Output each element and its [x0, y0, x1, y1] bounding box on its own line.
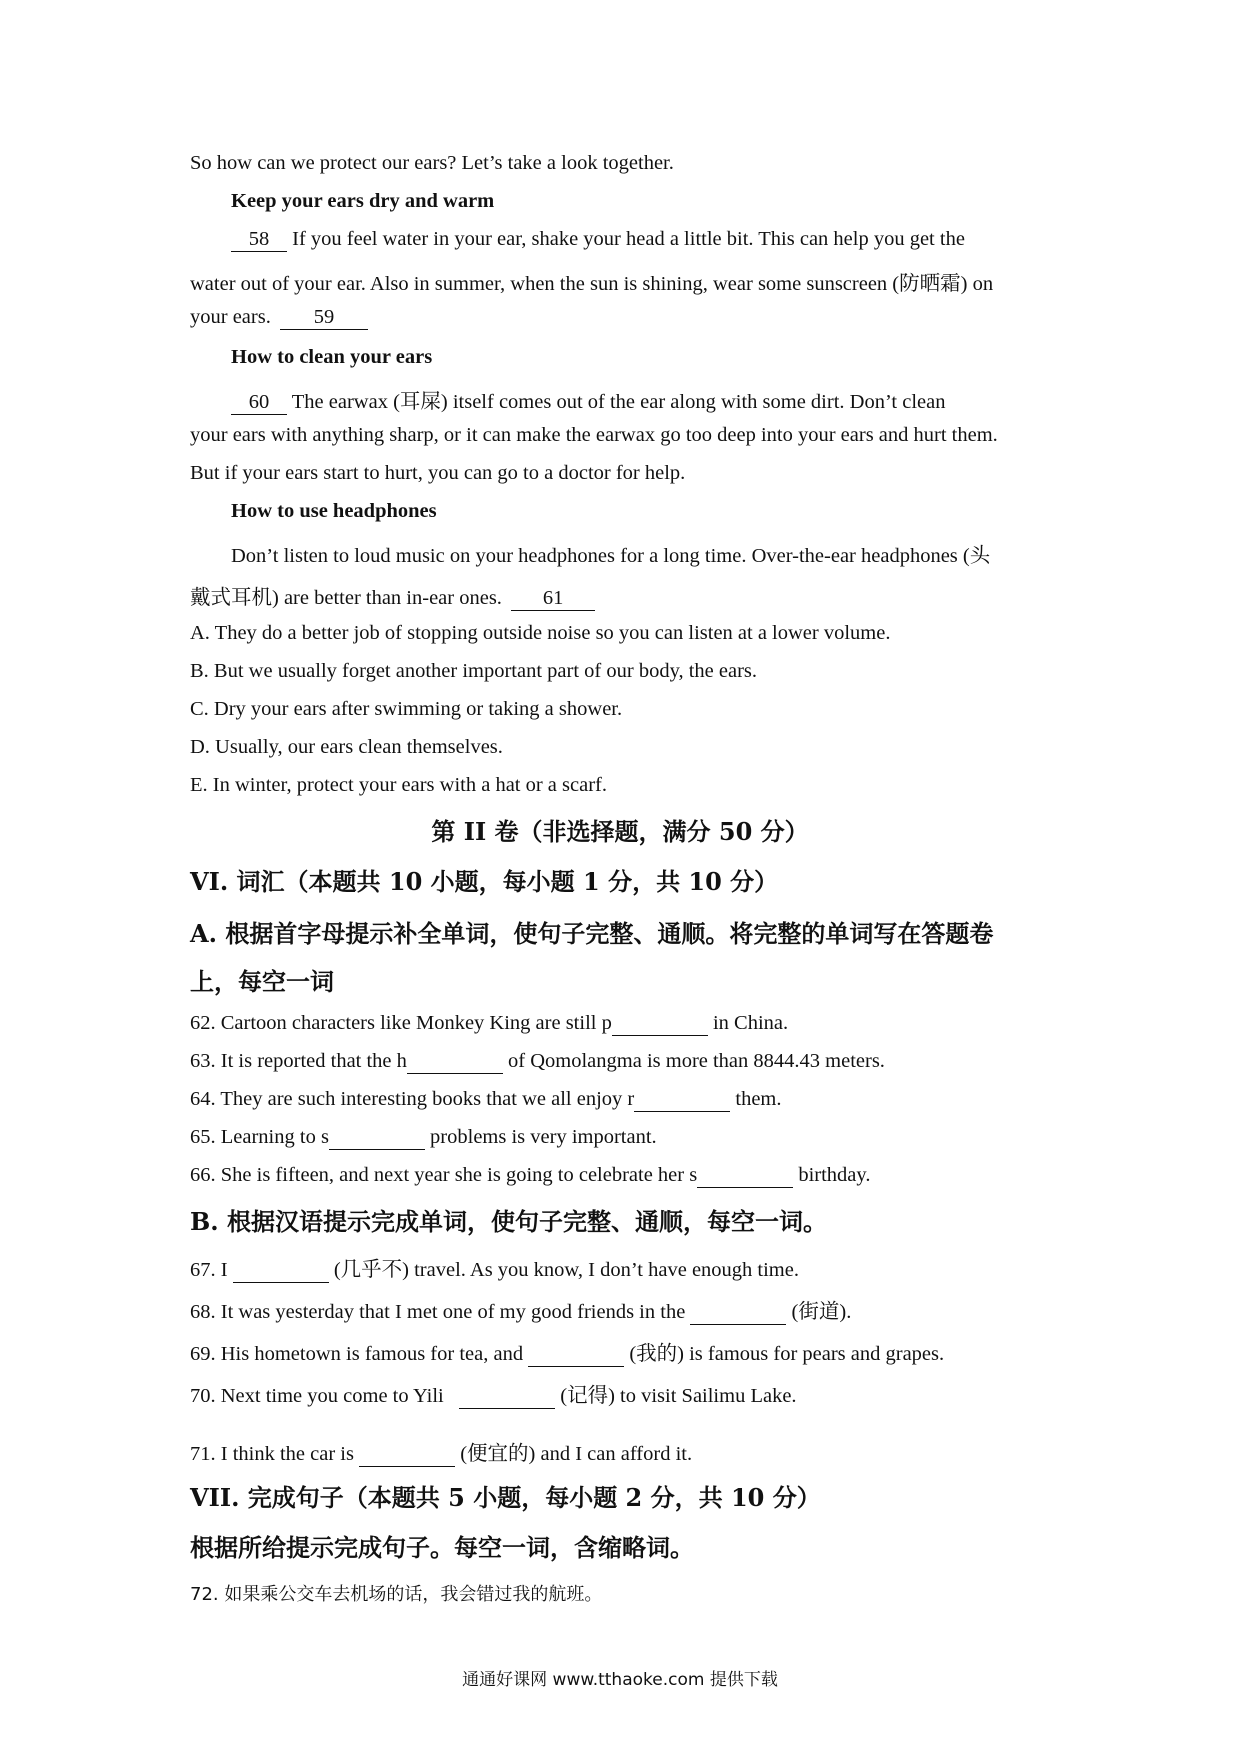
passage-text: Don’t listen to loud music on your headphones for a long time. Over-the-ear headphones (头 [231, 545, 991, 567]
answer-blank-67 [233, 1260, 329, 1283]
passage-paragraph-59 [190, 306, 368, 330]
question-text: 65. Learning to s [190, 1126, 329, 1148]
option-c: C. Dry your ears after swimming or taking a shower. [190, 698, 623, 720]
question-text: (街道). [786, 1301, 852, 1323]
question-text: 69. His hometown is famous for tea, and [190, 1343, 529, 1365]
answer-blank-59: 59 [280, 307, 368, 330]
question-64 [190, 1088, 782, 1112]
passage-paragraph-60 [231, 384, 945, 415]
question-68 [190, 1294, 851, 1325]
answer-blank-66 [697, 1165, 793, 1188]
answer-blank-64 [634, 1089, 730, 1112]
section-6a-instruction-line2: 上，每空一词 [190, 967, 334, 996]
answer-blank-63 [407, 1051, 503, 1074]
question-text: birthday. [793, 1164, 871, 1186]
question-66 [190, 1164, 870, 1188]
part-2-title: 第 II 卷（非选择题，满分 50 分） [431, 817, 809, 846]
question-text: in China. [707, 1012, 789, 1034]
passage-text: your ears with anything sharp, or it can make the earwax go too deep into your ears and hurt them. [190, 424, 998, 446]
passage-text: The earwax (耳屎) itself comes out of the ear along with some dirt. Don’t clean [291, 391, 946, 413]
section-6-title: VI. 词汇（本题共 10 小题，每小题 1 分，共 10 分） [190, 867, 779, 896]
section-7-title: VII. 完成句子（本题共 5 小题，每小题 2 分，共 10 分） [190, 1483, 821, 1512]
question-text: (几乎不) travel. As you know, I don’t have enough time. [328, 1259, 799, 1281]
section-6b-instruction: B. 根据汉语提示完成单词，使句子完整、通顺，每空一词。 [190, 1207, 827, 1236]
question-text: (便宜的) and I can afford it. [455, 1443, 693, 1465]
question-text: 63. It is reported that the h [190, 1050, 407, 1072]
option-a: A. They do a better job of stopping outside noise so you can listen at a lower volume. [190, 622, 891, 644]
passage-intro: So how can we protect our ears? Let’s take a look together. [190, 152, 674, 174]
question-text: 70. Next time you come to Yili [190, 1385, 460, 1407]
option-b: B. But we usually forget another important part of our body, the ears. [190, 660, 758, 682]
question-text: 68. It was yesterday that I met one of my good friends in the [190, 1301, 691, 1323]
question-62 [190, 1012, 788, 1036]
question-text: 67. I [190, 1259, 233, 1281]
section-6a-instruction-line1: A. 根据首字母提示补全单词，使句子完整、通顺。将完整的单词写在答题卷 [190, 919, 994, 948]
question-65 [190, 1126, 657, 1150]
option-e: E. In winter, protect your ears with a hat or a scarf. [190, 774, 607, 796]
answer-blank-71 [359, 1444, 455, 1467]
answer-blank-58: 58 [231, 229, 287, 252]
answer-blank-70 [459, 1386, 555, 1409]
passage-text: water out of your ear. Also in summer, when the sun is shining, wear some sunscreen (防晒霜) on [190, 273, 994, 295]
question-71 [190, 1436, 692, 1467]
section-heading-clean-ears: How to clean your ears [231, 346, 433, 368]
question-text: problems is very important. [424, 1126, 657, 1148]
question-text: 62. Cartoon characters like Monkey King are still p [190, 1012, 612, 1034]
question-text: (记得) to visit Sailimu Lake. [555, 1385, 797, 1407]
page-footer: 通通好课网 www.tthaoke.com 提供下载 [462, 1670, 778, 1690]
passage-text: 戴式耳机) are better than in-ear ones. [190, 587, 502, 609]
question-text: 71. I think the car is [190, 1443, 360, 1465]
passage-text: But if your ears start to hurt, you can go to a doctor for help. [190, 462, 686, 484]
passage-paragraph-61 [190, 580, 595, 611]
question-text: (我的) is famous for pears and grapes. [624, 1343, 945, 1365]
question-text: 64. They are such interesting books that we all enjoy r [190, 1088, 635, 1110]
option-d: D. Usually, our ears clean themselves. [190, 736, 503, 758]
question-63 [190, 1050, 885, 1074]
answer-blank-65 [329, 1127, 425, 1150]
question-text: them. [730, 1088, 782, 1110]
passage-text: your ears. [190, 306, 271, 328]
section-heading-dry-warm: Keep your ears dry and warm [231, 190, 495, 212]
answer-blank-69 [528, 1344, 624, 1367]
question-70 [190, 1378, 797, 1409]
section-heading-headphones: How to use headphones [231, 500, 437, 522]
answer-blank-68 [690, 1302, 786, 1325]
answer-blank-61: 61 [511, 588, 595, 611]
answer-blank-60: 60 [231, 392, 287, 415]
passage-paragraph-58 [231, 228, 965, 252]
question-72: 72. 如果乘公交车去机场的话，我会错过我的航班。 [190, 1584, 603, 1605]
section-7-instruction: 根据所给提示完成句子。每空一词，含缩略词。 [190, 1533, 694, 1562]
question-text: 66. She is fifteen, and next year she is going to celebrate her s [190, 1164, 698, 1186]
answer-blank-62 [612, 1013, 708, 1036]
question-67 [190, 1252, 799, 1283]
question-text: of Qomolangma is more than 8844.43 meters. [502, 1050, 885, 1072]
passage-text: If you feel water in your ear, shake your head a little bit. This can help you get the [292, 228, 965, 250]
question-69 [190, 1336, 944, 1367]
